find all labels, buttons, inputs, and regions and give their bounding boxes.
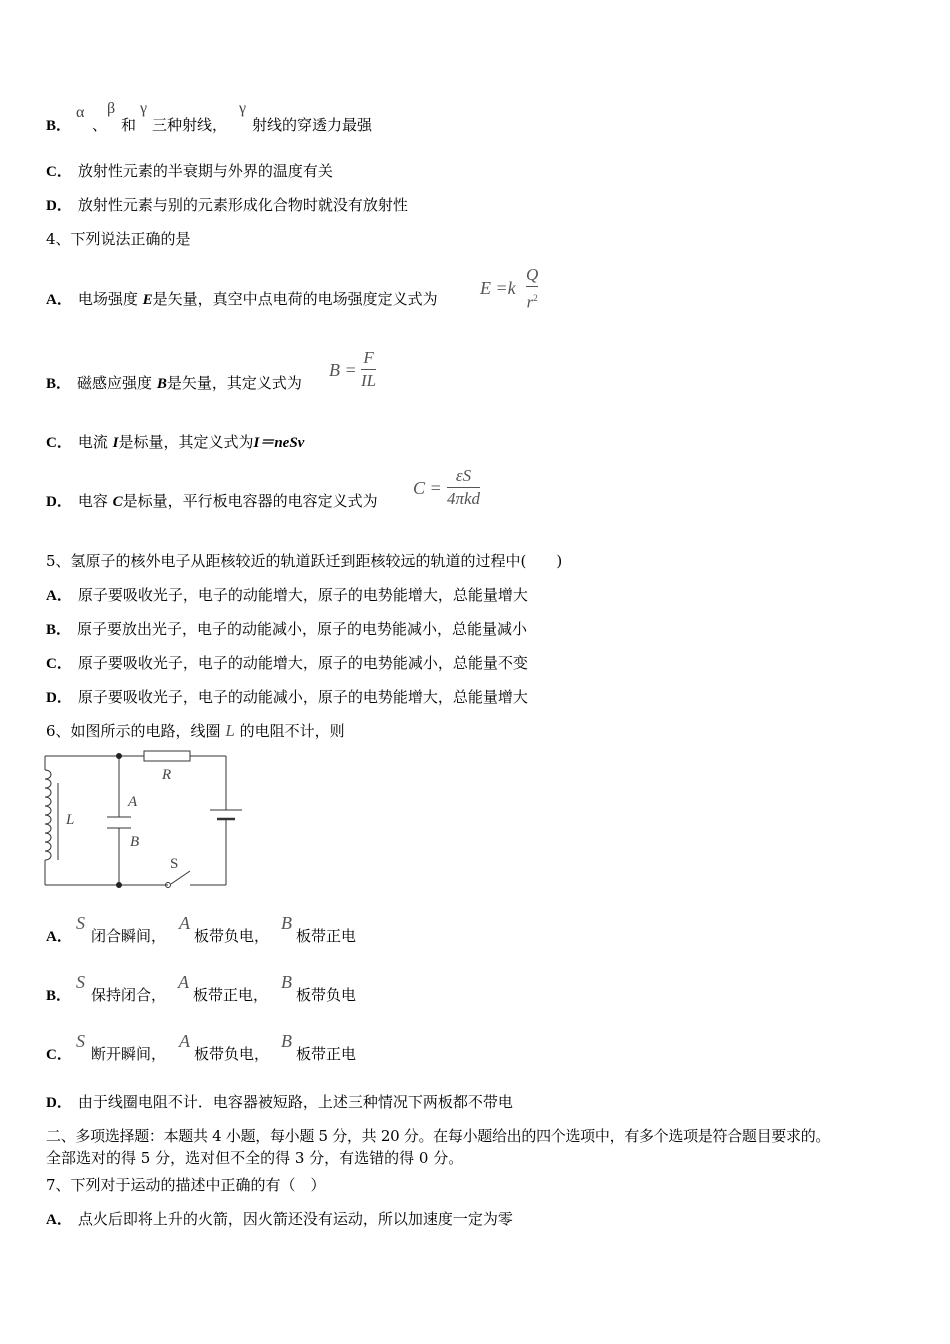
formula-fraction <box>526 265 538 313</box>
q4-option-a <box>46 289 438 310</box>
alpha-symbol: α <box>76 104 85 121</box>
option-text: 板带负电， <box>194 927 270 945</box>
q6-option-c-label <box>46 1044 78 1065</box>
label-s: S <box>170 856 179 872</box>
option-text: 是标量，其定义式为 <box>118 433 254 451</box>
q3-option-c <box>46 161 333 182</box>
option-text: 点火后即将上升的火箭，因火箭还没有运动，所以加速度一定为零 <box>77 1210 513 1228</box>
option-text: 原子要吸收光子，电子的动能增大，原子的电势能减小，总能量不变 <box>77 654 528 672</box>
switch-s: S <box>76 972 85 992</box>
option-text: 射线的穿透力最强 <box>252 116 373 134</box>
variable-c: C <box>112 494 123 510</box>
variable-b: B <box>156 376 167 392</box>
circuit-diagram <box>40 745 250 895</box>
switch-s: S <box>76 913 85 933</box>
q4-option-d <box>46 491 378 512</box>
q3-option-b <box>46 115 77 136</box>
option-label: B． <box>46 988 72 1004</box>
gamma-symbol: γ <box>239 100 247 117</box>
option-text: 磁感应强度 <box>77 374 153 392</box>
option-label: D． <box>46 690 72 706</box>
q7-option-a <box>46 1209 513 1230</box>
q6-option-a-label <box>46 926 78 947</box>
option-text: 电流 <box>77 433 108 451</box>
stem-text: 6、如图所示的电路，线圈 <box>46 722 221 740</box>
q4-stem: 4、下列说法正确的是 <box>46 230 191 248</box>
section-line: 二、多项选择题：本题共 4 小题，每小题 5 分，共 20 分。在每小题给出的四个选项中，有多个选项是符合题目要求的。 <box>46 1127 831 1145</box>
option-label: C． <box>46 164 72 180</box>
option-text: 由于线圈电阻不计．电容器被短路，上述三种情况下两板都不带电 <box>77 1093 513 1111</box>
gamma-symbol: γ <box>140 100 148 117</box>
inductor-coil <box>45 770 51 860</box>
separator: 、 <box>92 116 108 134</box>
option-text: 是矢量，真空中点电荷的电场强度定义式为 <box>152 290 438 308</box>
option-label: A． <box>46 1212 72 1228</box>
label-a: A <box>128 794 138 810</box>
denominator: IL <box>361 371 377 390</box>
option-label: B． <box>46 118 72 134</box>
q4-option-b <box>46 373 302 394</box>
section-heading <box>46 1125 926 1169</box>
option-label: A． <box>46 292 72 308</box>
plate-b: B <box>281 913 292 933</box>
and-text: 和 <box>121 116 137 134</box>
switch-s: S <box>76 1031 85 1051</box>
option-text: 电容 <box>77 492 108 510</box>
option-label: C． <box>46 1047 72 1063</box>
formula-fraction <box>361 348 376 391</box>
formula-lhs: C = <box>413 478 442 498</box>
q6-option-b-label <box>46 985 77 1006</box>
option-text: 三种射线， <box>152 116 228 134</box>
q7-stem: 7、下列对于运动的描述中正确的有（ ） <box>46 1176 326 1194</box>
option-text: 板带正电 <box>296 927 357 945</box>
option-text: 板带负电， <box>194 1045 270 1063</box>
option-text: 放射性元素与别的元素形成化合物时就没有放射性 <box>77 196 408 214</box>
plate-a: A <box>179 913 190 933</box>
option-text: 是矢量，其定义式为 <box>166 374 302 392</box>
denominator: 4πkd <box>447 489 481 508</box>
option-text: 保持闭合， <box>91 986 167 1004</box>
q4-option-c <box>46 432 304 453</box>
option-text: 板带负电 <box>296 986 357 1004</box>
q5-option-b <box>46 619 527 640</box>
coil-symbol: L <box>225 721 235 740</box>
option-label: D． <box>46 198 72 214</box>
option-label: D． <box>46 1095 72 1111</box>
formula: I＝neSv <box>253 435 305 451</box>
label-b: B <box>130 834 140 850</box>
denominator: $r^2$ <box>526 292 538 312</box>
stem-text: 的电阻不计，则 <box>239 722 345 740</box>
option-label: A． <box>46 929 72 945</box>
option-text: 板带正电， <box>193 986 269 1004</box>
option-text: 原子要放出光子，电子的动能减小，原子的电势能减小，总能量减小 <box>77 620 528 638</box>
resistor <box>144 751 190 761</box>
option-text: 板带正电 <box>296 1045 357 1063</box>
option-text: 放射性元素的半衰期与外界的温度有关 <box>77 162 333 180</box>
option-text: 断开瞬间， <box>91 1045 167 1063</box>
option-label: C． <box>46 656 72 672</box>
q5-option-d <box>46 687 528 708</box>
q5-option-a <box>46 585 528 606</box>
q3-option-d <box>46 195 408 216</box>
q5-option-c <box>46 653 528 674</box>
option-label: B． <box>46 376 72 392</box>
section-line: 全部选对的得 5 分，选对但不全的得 3 分，有选错的得 0 分。 <box>46 1149 464 1167</box>
plate-a: A <box>179 1031 190 1051</box>
option-text: 原子要吸收光子，电子的动能增大，原子的电势能增大，总能量增大 <box>77 586 528 604</box>
option-text: 是标量，平行板电容器的电容定义式为 <box>122 492 378 510</box>
formula-lhs: B = <box>329 360 357 380</box>
option-text: 电场强度 <box>77 290 138 308</box>
beta-symbol: β <box>107 100 116 117</box>
variable-i: I <box>112 435 119 451</box>
variable-e: E <box>142 292 153 308</box>
plate-b: B <box>281 972 292 992</box>
plate-a: A <box>178 972 189 992</box>
option-label: B． <box>46 622 72 638</box>
option-label: D． <box>46 494 72 510</box>
option-label: C． <box>46 435 72 451</box>
q6-stem <box>46 721 345 741</box>
numerator: F <box>363 348 374 367</box>
q5-stem: 5、氢原子的核外电子从距核较近的轨道跃迁到距核较远的轨道的过程中( ) <box>46 552 563 570</box>
q6-option-d <box>46 1092 513 1113</box>
option-text: 闭合瞬间， <box>91 927 167 945</box>
label-r: R <box>162 767 172 783</box>
switch-blade <box>171 871 190 884</box>
label-l: L <box>66 812 75 828</box>
formula-lhs: E =k <box>480 278 516 298</box>
formula-fraction <box>447 466 480 509</box>
numerator: εS <box>455 466 472 485</box>
numerator: Q <box>526 265 539 284</box>
option-label: A． <box>46 588 72 604</box>
option-text: 原子要吸收光子，电子的动能减小，原子的电势能增大，总能量增大 <box>77 688 528 706</box>
plate-b: B <box>281 1031 292 1051</box>
